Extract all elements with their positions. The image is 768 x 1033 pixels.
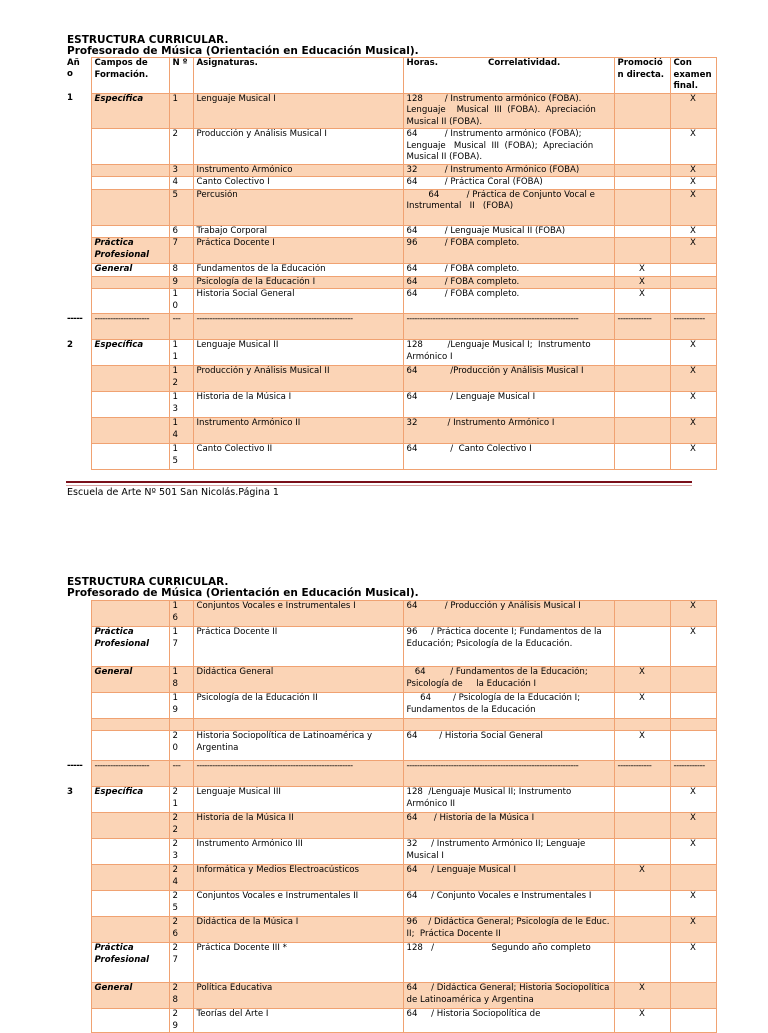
campo-cell: Específica [91, 93, 169, 129]
examen-cell [670, 731, 716, 761]
campo-cell [91, 839, 169, 865]
campo-cell: General [91, 983, 169, 1009]
promocion-cell [614, 238, 670, 264]
anio-cell [66, 813, 91, 839]
examen-cell: X [670, 340, 716, 366]
curriculum-table-page1 [66, 57, 717, 470]
table-row [66, 93, 716, 129]
table-row [66, 983, 716, 1009]
promocion-cell: X [614, 731, 670, 761]
campo-cell [91, 366, 169, 392]
examen-cell: X [670, 917, 716, 943]
nro-cell: 6 [169, 225, 193, 238]
examen-cell: X [670, 177, 716, 190]
examen-cell: X [670, 164, 716, 177]
campo-cell [91, 289, 169, 314]
examen-cell [670, 983, 716, 1009]
horas-correlatividad-cell: 128 /Lenguaje Musical I; Instrumento Armónico I [403, 340, 614, 366]
asignatura-cell: Instrumento Armónico II [193, 418, 403, 444]
separator-nro: --- [169, 761, 193, 787]
table-row [66, 392, 716, 418]
examen-cell: X [670, 129, 716, 165]
anio-cell [66, 366, 91, 392]
table-row [66, 1009, 716, 1033]
separator-exam: ------------ [670, 314, 716, 340]
examen-cell: X [670, 601, 716, 627]
nro-cell: 1 8 [169, 667, 193, 693]
separator-asig: ------------------------------------------------------------ [193, 761, 403, 787]
promocion-cell: X [614, 1009, 670, 1033]
promocion-cell [614, 943, 670, 983]
separator-exam: ------------ [670, 761, 716, 787]
campo-cell: General [91, 264, 169, 277]
asignatura-cell: Conjuntos Vocales e Instrumentales I [193, 601, 403, 627]
nro-cell: 1 0 [169, 289, 193, 314]
campo-cell [91, 601, 169, 627]
horas-correlatividad-cell: 64 / Conjunto Vocales e Instrumentales I [403, 891, 614, 917]
promocion-cell [614, 189, 670, 225]
promocion-cell: X [614, 865, 670, 891]
campo-cell [91, 177, 169, 190]
nro-cell: 1 3 [169, 392, 193, 418]
horas-correlatividad-cell: 32 / Instrumento Armónico I [403, 418, 614, 444]
promocion-cell [614, 225, 670, 238]
asignatura-cell: Lenguaje Musical I [193, 93, 403, 129]
anio-cell: 3 [66, 787, 91, 813]
anio-cell [66, 731, 91, 761]
table-row [66, 225, 716, 238]
horas-correlatividad-cell: 64 / Historia de la Música I [403, 813, 614, 839]
table-row [66, 693, 716, 719]
separator-asig: ------------------------------------------------------------ [193, 314, 403, 340]
asignatura-cell: Práctica Docente I [193, 238, 403, 264]
separator-anio: ----- [66, 761, 91, 787]
examen-cell [670, 264, 716, 277]
header-horas [403, 58, 614, 94]
examen-cell [670, 276, 716, 289]
examen-cell [670, 289, 716, 314]
table-row [66, 238, 716, 264]
promocion-cell [614, 917, 670, 943]
header-nro: N º [169, 58, 193, 94]
nro-cell: 1 7 [169, 627, 193, 667]
asignatura-cell: Psicología de la Educación I [193, 276, 403, 289]
horas-correlatividad-cell: 64 / Lenguaje Musical I [403, 865, 614, 891]
horas-correlatividad-cell: 64 / Fundamentos de la Educación; Psicología de la Educación I [403, 667, 614, 693]
examen-cell: X [670, 839, 716, 865]
examen-cell: X [670, 225, 716, 238]
separator-prom: ------------- [614, 761, 670, 787]
examen-cell [670, 719, 716, 731]
nro-cell: 9 [169, 276, 193, 289]
header-campos: Campos de Formación. [91, 58, 169, 94]
nro-cell: 1 1 [169, 340, 193, 366]
page1-subtitle: Profesorado de Música (Orientación en Educación Musical). [67, 45, 419, 57]
campo-cell [91, 164, 169, 177]
horas-correlatividad-cell: 64 / Canto Colectivo I [403, 444, 614, 470]
anio-cell [66, 238, 91, 264]
nro-cell: 5 [169, 189, 193, 225]
separator-campo: --------------------- [91, 761, 169, 787]
campo-cell [91, 1009, 169, 1033]
table-row [66, 943, 716, 983]
table-row [66, 289, 716, 314]
horas-correlatividad-cell: 128 / Instrumento armónico (FOBA). Lenguaje Musical III (FOBA). Apreciación Musical II (FOBA). [403, 93, 614, 129]
header-asignaturas: Asignaturas. [193, 58, 403, 94]
nro-cell: 2 5 [169, 891, 193, 917]
table-row [66, 189, 716, 225]
campo-cell [91, 129, 169, 165]
campo-cell [91, 276, 169, 289]
campo-cell [91, 719, 169, 731]
horas-correlatividad-cell: 96 / Didáctica General; Psicología de le Educ. II; Práctica Docente II [403, 917, 614, 943]
asignatura-cell: Práctica Docente III * [193, 943, 403, 983]
anio-cell [66, 693, 91, 719]
nro-cell: 2 0 [169, 731, 193, 761]
table-row [66, 366, 716, 392]
anio-cell: 1 [66, 93, 91, 129]
horas-correlatividad-cell: 96 / FOBA completo. [403, 238, 614, 264]
promocion-cell [614, 719, 670, 731]
promocion-cell [614, 366, 670, 392]
promocion-cell [614, 627, 670, 667]
page1-title: ESTRUCTURA CURRICULAR. [67, 34, 229, 46]
asignatura-cell: Historia Sociopolítica de Latinoamérica y Argentina [193, 731, 403, 761]
nro-cell: 2 7 [169, 943, 193, 983]
examen-cell: X [670, 444, 716, 470]
campo-cell [91, 731, 169, 761]
campo-cell [91, 865, 169, 891]
footer-rule-thin [66, 485, 692, 486]
table-row [66, 731, 716, 761]
promocion-cell [614, 177, 670, 190]
table-row [66, 418, 716, 444]
examen-cell: X [670, 943, 716, 983]
promocion-cell: X [614, 289, 670, 314]
horas-correlatividad-cell: 64 / Instrumento armónico (FOBA); Lenguaje Musical III (FOBA); Apreciación Musical II (FOBA). [403, 129, 614, 165]
nro-cell: 8 [169, 264, 193, 277]
campo-cell [91, 225, 169, 238]
campo-cell: Específica [91, 340, 169, 366]
horas-correlatividad-cell: 64 / Psicología de la Educación I; Fundamentos de la Educación [403, 693, 614, 719]
separator-horas: ------------------------------------------------------------------ [403, 761, 614, 787]
page1-footer: Escuela de Arte Nº 501 San Nicolás.Página 1 [67, 487, 279, 498]
anio-cell [66, 177, 91, 190]
asignatura-cell: Conjuntos Vocales e Instrumentales II [193, 891, 403, 917]
promocion-cell [614, 813, 670, 839]
campo-cell [91, 392, 169, 418]
campo-cell [91, 418, 169, 444]
anio-cell [66, 392, 91, 418]
promocion-cell [614, 392, 670, 418]
separator-prom: ------------- [614, 314, 670, 340]
nro-cell: 1 9 [169, 693, 193, 719]
curriculum-table-page2 [66, 600, 717, 1033]
nro-cell: 2 1 [169, 787, 193, 813]
table-row [66, 839, 716, 865]
table-row [66, 891, 716, 917]
separator-row [66, 761, 716, 787]
separator-campo: --------------------- [91, 314, 169, 340]
promocion-cell: X [614, 276, 670, 289]
horas-correlatividad-cell: 96 / Práctica docente I; Fundamentos de la Educación; Psicología de la Educación. [403, 627, 614, 667]
nro-cell: 2 8 [169, 983, 193, 1009]
nro-cell: 7 [169, 238, 193, 264]
asignatura-cell: Didáctica de la Música I [193, 917, 403, 943]
asignatura-cell: Política Educativa [193, 983, 403, 1009]
separator-horas: ------------------------------------------------------------------ [403, 314, 614, 340]
horas-correlatividad-cell: 64 / Producción y Análisis Musical I [403, 601, 614, 627]
header-promocion: Promoción directa. [614, 58, 670, 94]
promocion-cell [614, 164, 670, 177]
table-row [66, 276, 716, 289]
campo-cell [91, 891, 169, 917]
nro-cell: 1 5 [169, 444, 193, 470]
anio-cell [66, 667, 91, 693]
page2-title: ESTRUCTURA CURRICULAR. [67, 576, 229, 588]
promocion-cell [614, 418, 670, 444]
nro-cell: 2 9 [169, 1009, 193, 1033]
header-correlatividad: Correlatividad. [488, 58, 561, 68]
anio-cell [66, 129, 91, 165]
promocion-cell [614, 129, 670, 165]
promocion-cell [614, 891, 670, 917]
anio-cell [66, 601, 91, 627]
campo-cell: General [91, 667, 169, 693]
promocion-cell: X [614, 983, 670, 1009]
anio-cell [66, 943, 91, 983]
table-row [66, 164, 716, 177]
nro-cell: 2 4 [169, 865, 193, 891]
promocion-cell: X [614, 693, 670, 719]
anio-cell [66, 289, 91, 314]
anio-cell [66, 189, 91, 225]
campo-cell [91, 189, 169, 225]
table-row [66, 917, 716, 943]
table-row [66, 627, 716, 667]
nro-cell [169, 719, 193, 731]
asignatura-cell: Didáctica General [193, 667, 403, 693]
examen-cell: X [670, 627, 716, 667]
anio-cell [66, 1009, 91, 1033]
asignatura-cell: Historia de la Música I [193, 392, 403, 418]
anio-cell [66, 418, 91, 444]
header-examen: Con examen final. [670, 58, 716, 94]
nro-cell: 1 4 [169, 418, 193, 444]
anio-cell [66, 839, 91, 865]
nro-cell: 2 6 [169, 917, 193, 943]
promocion-cell [614, 444, 670, 470]
anio-cell [66, 719, 91, 731]
nro-cell: 2 2 [169, 813, 193, 839]
examen-cell [670, 693, 716, 719]
horas-correlatividad-cell: 128 / Segundo año completo [403, 943, 614, 983]
asignatura-cell: Informática y Medios Electroacústicos [193, 865, 403, 891]
anio-cell: 2 [66, 340, 91, 366]
asignatura-cell: Instrumento Armónico [193, 164, 403, 177]
examen-cell [670, 865, 716, 891]
promocion-cell [614, 601, 670, 627]
anio-cell [66, 164, 91, 177]
asignatura-cell: Lenguaje Musical III [193, 787, 403, 813]
header-horas-label: Horas. [406, 58, 439, 68]
asignatura-cell: Producción y Análisis Musical I [193, 129, 403, 165]
horas-correlatividad-cell: 64 / Práctica de Conjunto Vocal e Instrumental II (FOBA) [403, 189, 614, 225]
nro-cell: 1 2 [169, 366, 193, 392]
campo-cell [91, 917, 169, 943]
nro-cell: 1 [169, 93, 193, 129]
table-row [66, 719, 716, 731]
horas-correlatividad-cell: 32 / Instrumento Armónico II; Lenguaje Musical I [403, 839, 614, 865]
nro-cell: 4 [169, 177, 193, 190]
separator-nro: --- [169, 314, 193, 340]
anio-cell [66, 444, 91, 470]
anio-cell [66, 225, 91, 238]
nro-cell: 1 6 [169, 601, 193, 627]
asignatura-cell: Lenguaje Musical II [193, 340, 403, 366]
nro-cell: 2 3 [169, 839, 193, 865]
campo-cell [91, 693, 169, 719]
examen-cell [670, 667, 716, 693]
promocion-cell [614, 93, 670, 129]
campo-cell [91, 813, 169, 839]
promocion-cell [614, 340, 670, 366]
table-row [66, 129, 716, 165]
table-row [66, 813, 716, 839]
campo-cell: Práctica Profesional [91, 943, 169, 983]
asignatura-cell: Canto Colectivo I [193, 177, 403, 190]
examen-cell [670, 1009, 716, 1033]
promocion-cell [614, 787, 670, 813]
separator-row [66, 314, 716, 340]
examen-cell: X [670, 366, 716, 392]
examen-cell: X [670, 891, 716, 917]
asignatura-cell: Instrumento Armónico III [193, 839, 403, 865]
asignatura-cell: Producción y Análisis Musical II [193, 366, 403, 392]
examen-cell: X [670, 238, 716, 264]
asignatura-cell: Trabajo Corporal [193, 225, 403, 238]
horas-correlatividad-cell: 64 / Historia Social General [403, 731, 614, 761]
asignatura-cell [193, 719, 403, 731]
horas-correlatividad-cell: 32 / Instrumento Armónico (FOBA) [403, 164, 614, 177]
examen-cell: X [670, 418, 716, 444]
campo-cell [91, 444, 169, 470]
examen-cell: X [670, 813, 716, 839]
promocion-cell: X [614, 667, 670, 693]
table-row [66, 667, 716, 693]
asignatura-cell: Práctica Docente II [193, 627, 403, 667]
examen-cell: X [670, 189, 716, 225]
campo-cell: Práctica Profesional [91, 627, 169, 667]
asignatura-cell: Psicología de la Educación II [193, 693, 403, 719]
anio-cell [66, 264, 91, 277]
anio-cell [66, 276, 91, 289]
asignatura-cell: Percusión [193, 189, 403, 225]
table-row [66, 601, 716, 627]
asignatura-cell: Teorías del Arte I [193, 1009, 403, 1033]
asignatura-cell: Fundamentos de la Educación [193, 264, 403, 277]
asignatura-cell: Historia de la Música II [193, 813, 403, 839]
asignatura-cell: Historia Social General [193, 289, 403, 314]
horas-correlatividad-cell: 64 / Didáctica General; Historia Sociopolítica de Latinoamérica y Argentina [403, 983, 614, 1009]
table-header-row [66, 58, 716, 94]
horas-correlatividad-cell: 64 / FOBA completo. [403, 276, 614, 289]
examen-cell: X [670, 392, 716, 418]
anio-cell [66, 627, 91, 667]
examen-cell: X [670, 93, 716, 129]
horas-correlatividad-cell: 64 /Producción y Análisis Musical I [403, 366, 614, 392]
nro-cell: 2 [169, 129, 193, 165]
examen-cell: X [670, 787, 716, 813]
anio-cell [66, 983, 91, 1009]
table-row [66, 787, 716, 813]
anio-cell [66, 865, 91, 891]
horas-correlatividad-cell: 64 / FOBA completo. [403, 264, 614, 277]
campo-cell: Práctica Profesional [91, 238, 169, 264]
promocion-cell [614, 839, 670, 865]
table-row [66, 444, 716, 470]
horas-correlatividad-cell: 64 / FOBA completo. [403, 289, 614, 314]
table-row [66, 264, 716, 277]
horas-correlatividad-cell: 64 / Práctica Coral (FOBA) [403, 177, 614, 190]
horas-correlatividad-cell: 64 / Lenguaje Musical II (FOBA) [403, 225, 614, 238]
campo-cell: Específica [91, 787, 169, 813]
horas-correlatividad-cell: 64 / Lenguaje Musical I [403, 392, 614, 418]
anio-cell [66, 891, 91, 917]
horas-correlatividad-cell [403, 719, 614, 731]
horas-correlatividad-cell: 128 /Lenguaje Musical II; Instrumento Armónico II [403, 787, 614, 813]
promocion-cell: X [614, 264, 670, 277]
asignatura-cell: Canto Colectivo II [193, 444, 403, 470]
nro-cell: 3 [169, 164, 193, 177]
horas-correlatividad-cell: 64 / Historia Sociopolítica de [403, 1009, 614, 1033]
table-row [66, 340, 716, 366]
footer-rule [66, 481, 692, 483]
separator-anio: ----- [66, 314, 91, 340]
page2-subtitle: Profesorado de Música (Orientación en Educación Musical). [67, 587, 419, 599]
anio-cell [66, 917, 91, 943]
table-row [66, 865, 716, 891]
header-anio: Añ o [66, 58, 91, 94]
table-row [66, 177, 716, 190]
